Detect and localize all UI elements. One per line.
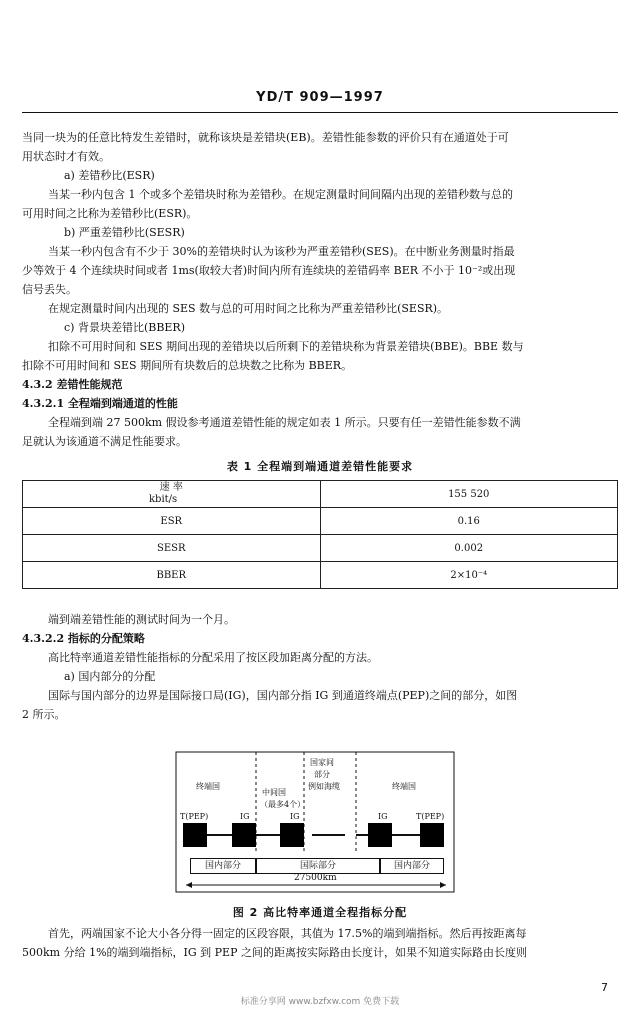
param-label: BBER: [23, 562, 321, 589]
param-label: SESR: [23, 535, 321, 562]
watermark-footer: 标准分享网 www.bzfxw.com 免费下载: [240, 997, 400, 1007]
sesr-heading: b) 严重差错秒比(SESR): [64, 226, 185, 239]
distance-label: 27500km: [294, 873, 337, 883]
origin-country-label: 终端国: [196, 782, 220, 791]
table-row: [23, 535, 618, 562]
domestic-heading: a) 国内部分的分配: [64, 670, 156, 683]
table-row: [23, 481, 618, 508]
esr-heading: a) 差错秒比(ESR): [64, 169, 155, 182]
unit-label: kbit/s: [149, 494, 178, 505]
ig-label: IG: [378, 812, 388, 821]
page-number: 7: [601, 981, 608, 994]
paragraph-line: 500km 分给 1%的端到端指标，IG 到 PEP 之间的距离按实际路由长度计，如果不知道实际路由长度则: [22, 946, 527, 959]
paragraph-line: 当同一块为的任意比特发生差错时，就称该块是差错块(EB)。差错性能参数的评价只有在通道处于可: [22, 131, 509, 144]
paragraph-line: 在规定测量时间内出现的 SES 数与总的可用时间之比称为严重差错秒比(SESR)。: [48, 302, 449, 315]
ig-node: [232, 823, 256, 847]
international-label: 国家间: [310, 758, 334, 767]
requirements-table: [22, 480, 618, 589]
intermediate-label: 中间国: [262, 788, 286, 797]
pep-right-label: T(PEP): [416, 812, 445, 821]
paragraph-line: 可用时间之比称为差错秒比(ESR)。: [22, 207, 198, 220]
paragraph-line: 当某一秒内包含 1 个或多个差错块时称为差错秒。在规定测量时间间隔内出现的差错秒数与总的: [48, 188, 513, 201]
section-heading: 4.3.2.2 指标的分配策略: [22, 632, 145, 645]
paragraph-line: 当某一秒内包含有不少于 30%的差错块时认为该秒为严重差错秒(SES)。在中断业务测量时指最: [48, 245, 515, 258]
standard-code: YD/T 909—1997: [256, 90, 384, 105]
section-heading: 4.3.2 差错性能规范: [22, 378, 123, 391]
paragraph-line: 扣除不可用时间和 SES 期间所有块数后的总块数之比称为 BBER。: [22, 359, 353, 372]
table-row: [23, 508, 618, 535]
ig-node: [280, 823, 304, 847]
international-segment: 国际部分: [256, 858, 380, 874]
rate-header-cell: [23, 481, 321, 508]
paragraph-line: 全程端到端 27 500km 假设参考通道差错性能的规定如表 1 所示。只要有任一差错性能参数不满: [48, 416, 521, 429]
paragraph-line: 端到端差错性能的测试时间为一个月。: [48, 613, 235, 626]
pep-node: [183, 823, 207, 847]
paragraph-line: 足就认为该通道不满足性能要求。: [22, 435, 187, 448]
ig-label: IG: [290, 812, 300, 821]
paragraph-line: 高比特率通道差错性能指标的分配采用了按区段加距离分配的方法。: [48, 651, 378, 664]
figure-caption: 图 2 高比特率通道全程指标分配: [232, 906, 408, 919]
paragraph-line: 信号丢失。: [22, 283, 77, 296]
intermediate-note: （最多4个）: [260, 800, 306, 809]
pep-left-label: T(PEP): [180, 812, 209, 821]
domestic-segment: 国内部分: [380, 858, 444, 874]
pep-node: [420, 823, 444, 847]
param-value: 2×10⁻⁴: [320, 562, 618, 589]
bber-heading: c) 背景块差错比(BBER): [64, 321, 186, 334]
paragraph-line: 扣除不可用时间和 SES 期间出现的差错块以后所剩下的差错块称为背景差错块(BBE)。BBE 数与: [48, 340, 524, 353]
section-heading: 4.3.2.1 全程端到端通道的性能: [22, 397, 178, 410]
domestic-segment: 国内部分: [190, 858, 256, 874]
param-value: 0.16: [320, 508, 618, 535]
table-row: [23, 562, 618, 589]
param-value: 0.002: [320, 535, 618, 562]
ig-label: IG: [240, 812, 250, 821]
header-rule: [22, 112, 618, 113]
paragraph-line: 首先，两端国家不论大小各分得一固定的区段容限，其值为 17.5%的端到端指标。然后再按距离每: [48, 927, 527, 940]
paragraph-line: 国际与国内部分的边界是国际接口局(IG)，国内部分指 IG 到通道终端点(PEP)之间的部分，如图: [48, 689, 518, 702]
terminal-country-label: 终端国: [392, 782, 416, 791]
allocation-diagram: [0, 740, 640, 900]
rate-label: 速 率: [159, 482, 183, 493]
paragraph-line: 2 所示。: [22, 708, 66, 721]
international-part-label: 部分: [314, 770, 330, 779]
paragraph-line: 少等效于 4 个连续块时间或者 1ms(取较大者)时间内所有连续块的差错码率 BER 不小于 10⁻²或出现: [22, 264, 516, 277]
submarine-label: 例如海缆: [308, 782, 340, 791]
ig-node: [368, 823, 392, 847]
param-label: ESR: [23, 508, 321, 535]
rate-value: 155 520: [320, 481, 618, 508]
paragraph-line: 用状态时才有效。: [22, 150, 110, 163]
table-caption: 表 1 全程端到端通道差错性能要求: [226, 460, 414, 473]
